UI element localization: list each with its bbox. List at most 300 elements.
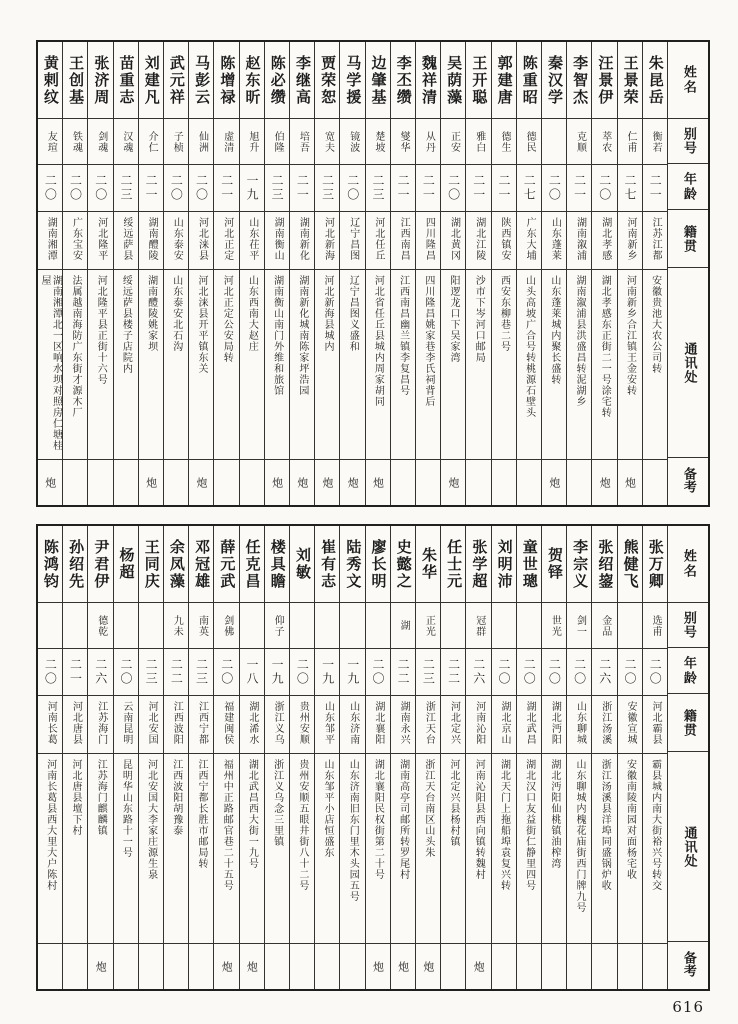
person-column [214,42,239,505]
person-address: 湖南醴陵姚家坝 [139,269,163,459]
person-column [391,42,416,505]
person-remark: 炮 [214,943,238,989]
person-name: 吴荫藻 [445,54,464,106]
person-remark [114,943,138,989]
person-age: 二一 [416,164,440,211]
person-origin: 湖北浠水 [240,695,264,753]
person-remark [492,943,516,989]
person-origin: 山东泰安 [164,211,188,269]
person-alias: 世光 [542,602,566,648]
person-origin: 河南长葛 [38,695,62,753]
person-remark [441,943,465,989]
person-name: 李宗义 [571,538,590,590]
person-origin: 山东邹平 [315,695,339,753]
person-alias [290,602,314,648]
person-age: 二〇 [441,164,465,211]
person-address: 霸县城内南大街裕兴号转交 [643,753,667,943]
person-address: 河北定兴县杨村镇 [441,753,465,943]
person-address: 江西波阳胡豫泰 [164,753,188,943]
person-name: 苗重志 [117,54,136,106]
person-name: 贺铎 [545,547,564,581]
person-name: 尹君伊 [92,538,111,590]
person-age: 一九 [265,648,289,695]
person-name: 杨超 [117,547,136,581]
person-name: 黄剌纹 [41,54,60,106]
person-address: 河北省任丘县城内周家胡同 [366,269,390,459]
person-alias: 湖 [391,602,415,648]
person-address: 湖南衡山南门外维和旅馆 [265,269,289,459]
person-alias [618,602,642,648]
person-column [315,42,340,505]
person-remark: 炮 [290,459,314,505]
person-origin: 山东茌平 [240,211,264,269]
person-alias: 克顺 [567,118,591,164]
person-remark: 炮 [618,459,642,505]
person-name: 贾荣恕 [319,54,338,106]
person-column [592,526,617,989]
person-origin: 浙江汤溪 [592,695,616,753]
person-age: 二〇 [567,648,591,695]
header-age: 年龄 [668,647,708,693]
person-name: 王开聪 [470,54,489,106]
person-alias [240,602,264,648]
person-name: 武元祥 [167,54,186,106]
person-name: 秦汉学 [545,54,564,106]
person-name: 任克昌 [243,538,262,590]
person-origin: 山东聊城 [567,695,591,753]
person-address: 河南新乡合江镇王金安转 [618,269,642,459]
person-column [366,42,391,505]
page-number: 616 [672,998,704,1016]
person-address: 浙江义乌念三里镇 [265,753,289,943]
person-column [567,42,592,505]
person-column [290,42,315,505]
person-address: 浙江汤溪县洋埠同盛锅炉收 [592,753,616,943]
person-remark [492,459,516,505]
person-column [290,526,315,989]
person-address: 辽宁昌图义盛和 [340,269,364,459]
person-remark [542,943,566,989]
person-age: 二一 [466,164,490,211]
person-name: 王景荣 [621,54,640,106]
person-address: 阳逻龙口下吴家湾 [441,269,465,459]
person-alias [38,602,62,648]
person-column [542,526,567,989]
person-column [340,526,365,989]
person-alias: 正安 [441,118,465,164]
person-name: 崔有志 [319,538,338,590]
person-alias: 铁魂 [63,118,87,164]
person-origin: 贵州安顺 [290,695,314,753]
person-column [114,42,139,505]
person-name: 李继高 [293,54,312,106]
person-remark [164,459,188,505]
person-age: 二七 [618,164,642,211]
person-alias: 德民 [517,118,541,164]
person-remark: 炮 [340,459,364,505]
person-remark: 炮 [416,943,440,989]
person-alias: 南英 [189,602,213,648]
person-remark [114,459,138,505]
person-alias: 正光 [416,602,440,648]
person-column [618,42,643,505]
person-alias: 宽夫 [315,118,339,164]
header-origin: 籍贯 [668,693,708,751]
person-column [391,526,416,989]
person-origin: 云南昆明 [114,695,138,753]
person-age: 二〇 [492,648,516,695]
person-remark: 炮 [315,459,339,505]
person-origin: 江西波阳 [164,695,188,753]
person-remark [189,943,213,989]
person-age: 二〇 [542,164,566,211]
person-address: 山东西南大赵庄 [240,269,264,459]
person-remark [567,459,591,505]
person-age: 二〇 [214,648,238,695]
person-name: 汪景伊 [596,54,615,106]
person-address: 湖北孝感东正街二一号涂宅转 [592,269,616,459]
person-age: 二三 [315,164,339,211]
person-remark: 炮 [240,943,264,989]
column-headers-upper [668,42,708,505]
person-address: 河北新海县城内 [315,269,339,459]
person-name: 任士元 [445,538,464,590]
person-remark: 炮 [366,459,390,505]
header-name: 姓名 [680,65,696,95]
person-address: 山头高坡广合号转桃源石壁头 [517,269,541,459]
person-age: 二〇 [592,164,616,211]
person-remark: 炮 [542,459,566,505]
person-remark [643,459,667,505]
person-age: 一九 [240,164,264,211]
person-alias [114,602,138,648]
header-name: 姓名 [680,549,696,579]
person-name: 李丕缵 [394,54,413,106]
person-alias [542,118,566,164]
person-name: 刘敏 [293,547,312,581]
person-name: 邓冠雄 [193,538,212,590]
person-age: 一九 [315,648,339,695]
person-origin: 江苏江都 [643,211,667,269]
person-origin: 湖南醴陵 [139,211,163,269]
person-column [366,526,391,989]
person-remark: 炮 [592,459,616,505]
person-age: 二一 [567,164,591,211]
person-name: 李智杰 [571,54,590,106]
roster-table-upper [36,40,710,507]
person-remark [517,459,541,505]
person-alias: 友瑄 [38,118,62,164]
person-column [416,526,441,989]
person-origin: 湖北沔阳 [542,695,566,753]
person-alias: 剑一 [567,602,591,648]
person-name: 边肇基 [369,54,388,106]
person-column [416,42,441,505]
person-age: 二三 [366,164,390,211]
person-alias [517,602,541,648]
person-column [517,42,542,505]
person-age: 二〇 [189,164,213,211]
person-column [643,42,668,505]
person-origin: 江西南昌 [391,211,415,269]
person-column [492,42,517,505]
person-address: 绥远萨县楼子店院内 [114,269,138,459]
person-address: 西安东柳巷二号 [492,269,516,459]
person-age: 二三 [265,164,289,211]
person-alias [139,602,163,648]
person-age: 二二 [441,648,465,695]
person-alias [366,602,390,648]
person-address: 湖北襄阳民权街第二十号 [366,753,390,943]
person-address: 法属越南海防广东街才源木厂 [63,269,87,459]
person-address: 江苏海门麒麟镇 [88,753,112,943]
person-name: 陈鸿钧 [41,538,60,590]
person-remark [240,459,264,505]
person-age: 二一 [391,164,415,211]
person-remark [139,943,163,989]
person-address: 湖南新化城南陈家坪浩园 [290,269,314,459]
person-origin: 湖南湘潭 [38,211,62,269]
person-age: 二一 [290,164,314,211]
person-alias: 德乾 [88,602,112,648]
person-alias: 燮华 [391,118,415,164]
person-alias: 德生 [492,118,516,164]
person-age: 二〇 [38,648,62,695]
person-origin: 浙江义乌 [265,695,289,753]
person-alias: 仙洲 [189,118,213,164]
person-address: 湖南溆浦县洪盛昌转泥湖乡 [567,269,591,459]
person-address: 湖南湘潭北一区响水坝对照房仁塘桂屋 [38,269,62,459]
person-age: 二一 [63,648,87,695]
person-column [340,42,365,505]
person-address: 江西南昌幽兰镇李复昌号 [391,269,415,459]
person-remark [38,943,62,989]
person-remark: 炮 [466,943,490,989]
person-column [88,526,113,989]
person-address: 河北唐县壇下村 [63,753,87,943]
person-remark [88,459,112,505]
header-alias: 别号 [668,602,708,647]
person-column [164,526,189,989]
person-address: 河南长葛县西大里大户陈村 [38,753,62,943]
person-column [139,526,164,989]
person-name: 熊健飞 [621,538,640,590]
person-remark [391,459,415,505]
person-column [618,526,643,989]
person-column [466,42,491,505]
person-age: 二〇 [618,648,642,695]
person-origin: 山东济南 [340,695,364,753]
person-alias: 镜波 [340,118,364,164]
person-name: 薛元武 [218,538,237,590]
person-origin: 江西宁都 [189,695,213,753]
person-column [114,526,139,989]
person-remark: 炮 [189,459,213,505]
person-origin: 河北正定 [214,211,238,269]
person-alias [441,602,465,648]
person-address: 河北涞县开平镇东关 [189,269,213,459]
person-name: 马彭云 [193,54,212,106]
person-column [542,42,567,505]
person-alias: 虚清 [214,118,238,164]
person-age: 二〇 [517,648,541,695]
person-remark: 炮 [265,459,289,505]
directory-sheet [36,40,710,1008]
person-age: 二〇 [164,164,188,211]
person-remark [517,943,541,989]
header-remark: 备考 [668,941,708,986]
person-address: 安徽贵池大农公司转 [643,269,667,459]
person-address: 浙江天台南区山头朱 [416,753,440,943]
person-remark [63,943,87,989]
person-column [265,526,290,989]
person-column [592,42,617,505]
person-age: 二〇 [643,648,667,695]
person-address: 福州中正路邮官巷二十五号 [214,753,238,943]
person-alias: 仁甫 [618,118,642,164]
person-remark: 炮 [391,943,415,989]
person-remark [643,943,667,989]
person-address: 湖北武昌西大街一九号 [240,753,264,943]
person-origin: 河北定兴 [441,695,465,753]
person-name: 王创基 [67,54,86,106]
person-origin: 湖北黄冈 [441,211,465,269]
person-alias: 介仁 [139,118,163,164]
person-name: 魏祥清 [419,54,438,106]
person-origin: 辽宁昌图 [340,211,364,269]
person-address: 河北隆平县正街十六号 [88,269,112,459]
person-name: 孙绍先 [67,538,86,590]
person-origin: 湖北襄阳 [366,695,390,753]
person-alias: 培吾 [290,118,314,164]
person-alias [340,602,364,648]
header-remark: 备考 [668,457,708,502]
person-remark [567,943,591,989]
person-address: 山东泰安北石沟 [164,269,188,459]
person-name: 赵东昕 [243,54,262,106]
person-remark [592,943,616,989]
person-column [567,526,592,989]
person-alias: 雅白 [466,118,490,164]
column-headers-lower [668,526,708,989]
person-alias: 从丹 [416,118,440,164]
person-column [441,526,466,989]
person-age: 一八 [240,648,264,695]
header-alias: 别号 [668,118,708,163]
person-age: 二三 [114,164,138,211]
person-name: 陈增禄 [218,54,237,106]
person-age: 二〇 [88,164,112,211]
person-origin: 山东蓬莱 [542,211,566,269]
person-alias [315,602,339,648]
person-address: 昆明华山东路十一号 [114,753,138,943]
person-name: 张绍鋆 [596,538,615,590]
person-name: 王同庆 [142,538,161,590]
person-alias [492,602,516,648]
person-remark: 炮 [366,943,390,989]
person-alias: 剑魂 [88,118,112,164]
person-address: 河北正定公安局转 [214,269,238,459]
person-remark [164,943,188,989]
person-remark [290,943,314,989]
person-origin: 湖北武昌 [517,695,541,753]
person-age: 二〇 [63,164,87,211]
person-column [643,526,668,989]
person-origin: 福建闽侯 [214,695,238,753]
person-age: 二一 [214,164,238,211]
person-column [63,42,88,505]
person-remark: 炮 [38,459,62,505]
person-address: 江西宁都长胜市邮局转 [189,753,213,943]
person-origin: 河北任丘 [366,211,390,269]
person-age: 二二 [164,648,188,695]
person-origin: 河北安国 [139,695,163,753]
person-remark [63,459,87,505]
person-origin: 陕西镇安 [492,211,516,269]
person-column [88,42,113,505]
person-origin: 河北新海 [315,211,339,269]
person-origin: 河北唐县 [63,695,87,753]
person-remark [416,459,440,505]
person-age: 二一 [643,164,667,211]
person-origin: 湖南新化 [290,211,314,269]
person-age: 二二 [391,648,415,695]
person-address: 山东邹平小店恒盛东 [315,753,339,943]
person-age: 二三 [189,648,213,695]
person-name: 张学超 [470,538,489,590]
person-origin: 湖北京山 [492,695,516,753]
person-alias: 剑佛 [214,602,238,648]
person-age: 二〇 [366,648,390,695]
person-age: 二〇 [542,648,566,695]
person-origin: 湖南溆浦 [567,211,591,269]
person-origin: 湖南衡山 [265,211,289,269]
person-name: 余凤藻 [167,538,186,590]
person-remark [315,943,339,989]
person-origin: 河南新乡 [618,211,642,269]
person-address: 四川隆昌姚家巷李氏祠背后 [416,269,440,459]
person-name: 张济周 [92,54,111,106]
person-age: 一九 [340,648,364,695]
person-age: 二六 [592,648,616,695]
person-column [164,42,189,505]
person-column [38,526,63,989]
person-column [466,526,491,989]
person-origin: 湖南永兴 [391,695,415,753]
header-address: 通讯处 [668,267,708,457]
person-column [315,526,340,989]
person-origin: 江苏海门 [88,695,112,753]
person-age: 二〇 [340,164,364,211]
person-address: 贵州安顺五眼井街八十二号 [290,753,314,943]
person-alias: 冠群 [466,602,490,648]
person-name: 陈重昭 [520,54,539,106]
person-origin: 安徽宣城 [618,695,642,753]
person-address: 山东聊城内槐花庙街西门牌九号 [567,753,591,943]
header-origin: 籍贯 [668,209,708,267]
roster-table-lower [36,524,710,991]
person-origin: 河南沁阳 [466,695,490,753]
person-remark [214,459,238,505]
person-remark [618,943,642,989]
person-remark [466,459,490,505]
person-address: 沙市下岑河口邮局 [466,269,490,459]
person-column [189,526,214,989]
person-origin: 绥远萨县 [114,211,138,269]
person-name: 张万卿 [646,538,665,590]
person-age: 二〇 [290,648,314,695]
header-address: 通讯处 [668,751,708,941]
